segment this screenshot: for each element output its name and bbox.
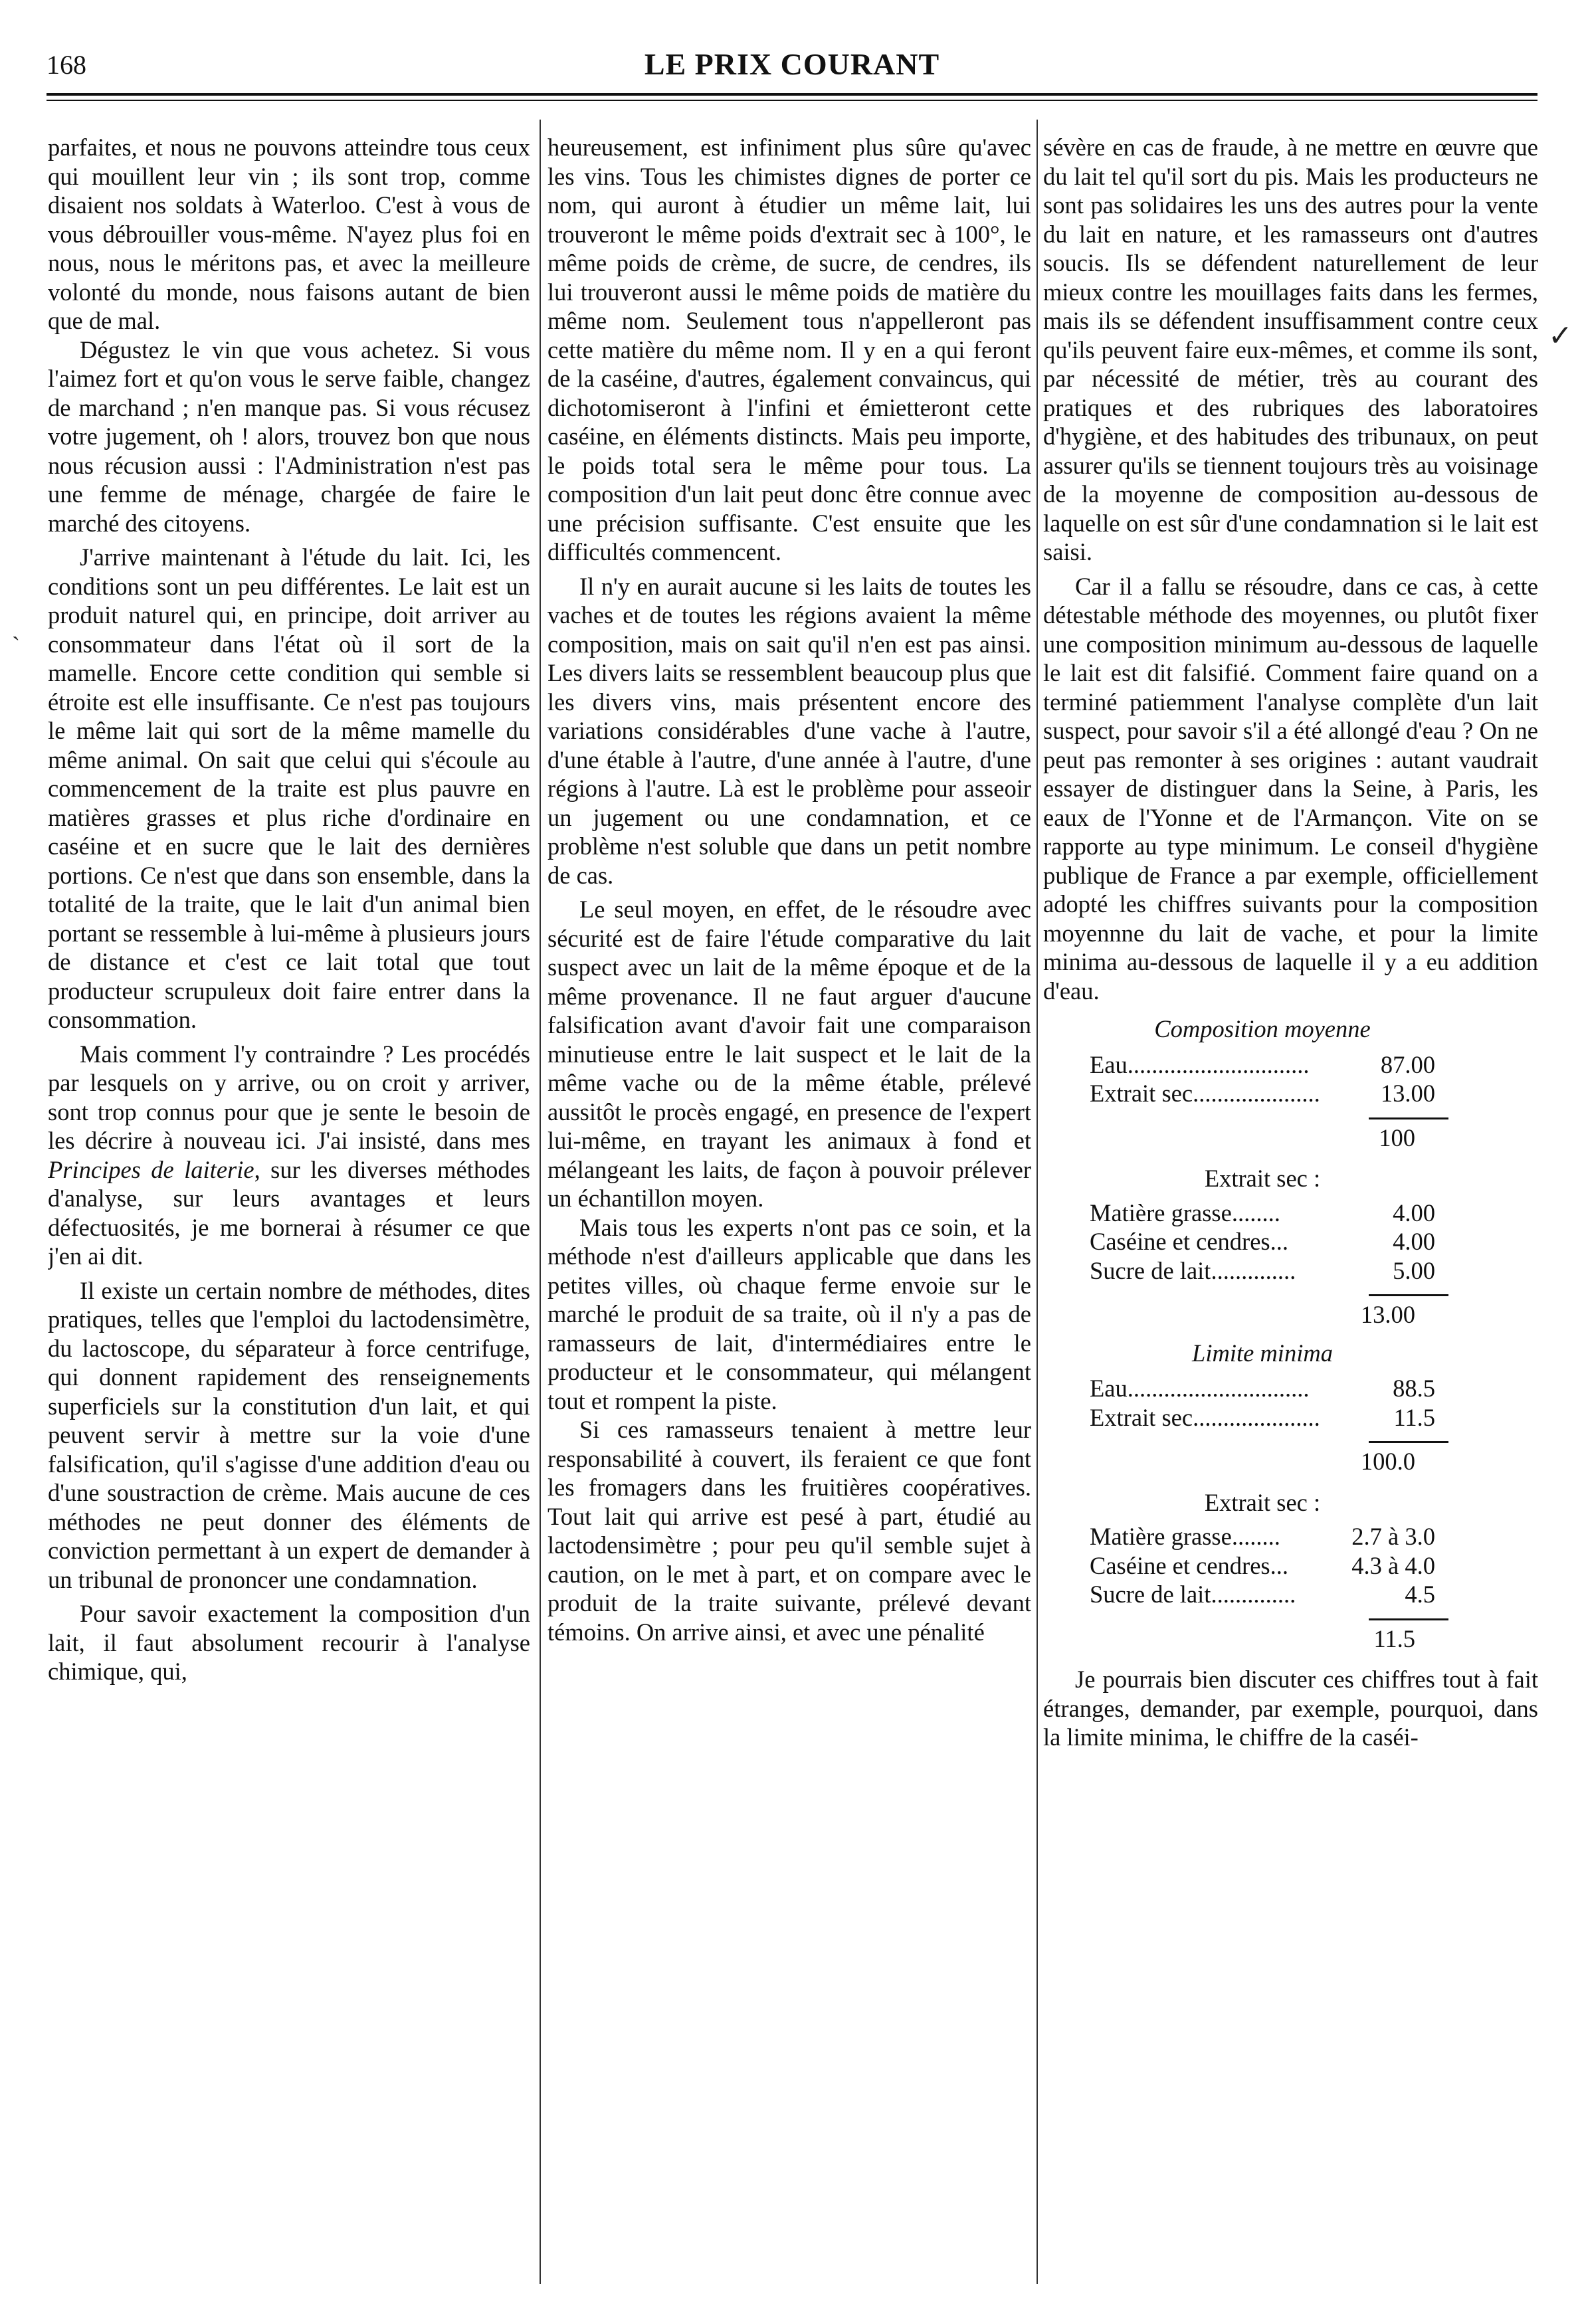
paragraph: Il n'y en aurait aucune si les laits de toutes les vaches et de toutes les régions avaient la même composition, mais on sait qu'il n'en est pas ainsi. Les divers laits se ressemblent beaucoup plus que les divers vins, mais présentent encore des variations considérables d'une vache à l'autre, d'une étable à l'autre, d'une année à l'autre, d'une régions à l'autre. Là est le problème pour asseoir un jugement ou une condamnation, et ce problème n'est soluble que dans un petit nombre de cas. <box>547 572 1031 889</box>
book-title: Principes de laiterie <box>48 1155 254 1183</box>
paragraph: sévère en cas de fraude, à ne mettre en œuvre que du lait tel qu'il sort du pis. Mais les producteurs ne sont pas solidaires les uns des autres pour la vente du lait en nature, et les ramasseurs ont d'autres soucis. Ils se défendent naturellement de leur mieux contre les mouillages faits dans les fermes, mais ils se défendent insuffisamment contre ceux qu'ils peuvent faire eux-mêmes, et comme ils sont, par nécessité de métier, très au courant des pratiques et des rubriques des laboratoires d'hygiène, et des habitudes des tribunaux, on peut assurer qu'ils se tiennent toujours très au voisinage de la moyenne de composition au-dessous de laquelle on est sûr d'une condamnation si le lait est saisi. <box>1043 134 1538 565</box>
column-1 <box>48 133 530 2284</box>
column-divider <box>540 120 541 2284</box>
text-run: , sur les diverses méthodes d'analyse, sur leurs avantages et leurs défectuosités, je me bornerai à résumer ce que j'en ai dit. <box>48 1155 530 1270</box>
row-label: Caséine et cendres... <box>1090 1228 1288 1255</box>
paragraph: Il existe un certain nombre de méthodes, dites pratiques, telles que l'emploi du lactodensimètre, du lactoscope, du séparateur à force centrifuge, qui donnent rapidement des renseignements superficiels sur la constitution d'un lait, et qui peuvent servir à mettre sur la voie d'une falsification, qu'il s'agisse d'une addition d'eau ou d'une soustraction de crème. Mais aucune de ces méthodes ne peut donner des éléments de conviction permettant à un expert de demander à un tribunal de prononcer une condamnation. <box>48 1276 530 1593</box>
table-row <box>1090 1374 1435 1403</box>
table-row <box>1090 1050 1435 1080</box>
paragraph: parfaites, et nous ne pouvons atteindre tous ceux qui mouillent leur vin ; ils sont trop, comme disaient nos soldats à Waterloo. C'est à vous de vous débrouiller vous-même. N'ayez plus foi en nous, nous le méritons pas, et avec la meilleure volonté du monde, nous faisons autant de bien que de mal. <box>48 134 530 334</box>
table-total: 11.5 <box>1373 1624 1415 1652</box>
row-value: 5.00 <box>1393 1256 1435 1284</box>
page-number: 168 <box>47 50 86 80</box>
paragraph: Le seul moyen, en effet, de le résoudre avec sécurité est de faire l'étude comparative du lait suspect avec un lait de la même époque et de la même provenance. Il ne faut arguer d'aucune falsification avant d'avoir fait une comparaison minutieuse entre le lait suspect et le lait de la même vache ou de la même étable, prélevé aussitôt le procès engagé, en presence de l'expert lui-même, en trayant les animaux à fond et mélangeant les laits, de façon à pouvoir prélever un échantillon moyen. <box>547 896 1031 1212</box>
column-divider <box>1037 120 1038 2284</box>
row-value: 4.3 à 4.0 <box>1351 1551 1435 1579</box>
paragraph: heureusement, est infiniment plus sûre qu'avec les vins. Tous les chimistes dignes de porter ce nom, qui auront à étudier un même lait, lui trouveront le même poids d'extrait sec à 100°, le même poids de crème, de sucre, de cendres, ils lui trouveront aussi le même poids de matière du même nom. Seulement tous n'appelleront pas cette matière du même nom. Il y en a qui feront de la caséine, d'autres, également convaincus, qui dichotomiseront à l'infini et émietteront cette caséine, en éléments distincts. Mais peu importe, le poids total sera le même pour tous. La composition d'un lait peut donc être connue avec une précision suffisante. C'est ensuite que les difficultés commencent. <box>547 134 1031 565</box>
column-3 <box>1043 133 1538 2284</box>
column-2 <box>547 133 1031 2284</box>
paragraph: Car il a fallu se résoudre, dans ce cas, à cette détestable méthode des moyennes, ou plutôt fixer une composition minimum au-dessous de laquelle le lait est dit falsifié. Comment faire quand on a terminé patiemment l'analyse complète d'un lait suspect, pour savoir s'il a été allongé d'eau ? On ne peut pas remonter à ses origines : autant vaudrait essayer de distinguer dans la Seine, à Paris, les eaux de l'Yonne et de l'Armançon. Vite on se rapporte au type minimum. Le conseil d'hygiène publique de France a par exemple, officiellement adopté les chiffres suivants pour la composition moyennne du lait de vache, et pour la limite minima au-dessous de laquelle il y a eu addition d'eau. <box>1043 572 1538 1005</box>
margin-tick-icon: ˋ <box>12 632 20 658</box>
row-value: 4.00 <box>1393 1228 1435 1255</box>
row-label: Caséine et cendres... <box>1090 1551 1288 1579</box>
sum-rule <box>1369 1117 1448 1119</box>
table-row <box>1090 1227 1435 1256</box>
paragraph: Si ces ramasseurs tenaient à mettre leur responsabilité à couvert, ils feraient ce que font les fromagers dans les fruitières coopératives. Tout lait qui arrive est pesé à part, étudié au lactodensimètre ; pour peu qu'il semble sujet à caution, on le met à part, et on compare avec le produit de la traite suivante, prélevé devant témoins. On arrive ainsi, et avec une pénalité <box>547 1416 1031 1646</box>
sum-rule <box>1369 1441 1448 1443</box>
table-subtitle: Extrait sec : <box>1204 1165 1321 1192</box>
row-label: Sucre de lait.............. <box>1090 1256 1296 1284</box>
table-row <box>1090 1551 1435 1581</box>
page-header <box>47 47 1537 86</box>
table-total: 100.0 <box>1360 1448 1415 1475</box>
sum-rule <box>1369 1294 1448 1296</box>
row-value: 2.7 à 3.0 <box>1351 1523 1435 1550</box>
table-row <box>1090 1199 1435 1228</box>
paragraph: Pour savoir exactement la composition d'un lait, il faut absolument recourir à l'analyse chimique, qui, <box>48 1600 530 1685</box>
table-row <box>1090 1079 1435 1108</box>
row-value: 87.00 <box>1380 1050 1435 1078</box>
row-label: Extrait sec..................... <box>1090 1403 1320 1431</box>
text-run: Mais comment l'y contraindre ? Les procédés par lesquels on y arrive, ou on croit y arriver, sont trop connus pour que je sente le besoin de les décrire à nouveau ici. J'ai insisté, dans mes <box>48 1040 530 1154</box>
header-rule <box>47 93 1537 96</box>
row-label: Sucre de lait.............. <box>1090 1581 1296 1608</box>
header-rule-thin <box>47 100 1537 101</box>
sum-rule <box>1369 1618 1448 1620</box>
paragraph: Je pourrais bien discuter ces chiffres tout à fait étranges, demander, par exemple, pourquoi, dans la limite minima, le chiffre de la caséi- <box>1043 1666 1538 1751</box>
table-total: 100 <box>1379 1123 1415 1151</box>
table-subtitle: Extrait sec : <box>1204 1488 1321 1516</box>
row-label: Extrait sec..................... <box>1090 1080 1320 1107</box>
row-value: 4.00 <box>1393 1199 1435 1226</box>
running-title: LE PRIX COURANT <box>644 47 940 81</box>
table-title: Limite minima <box>1192 1339 1333 1367</box>
row-value: 88.5 <box>1393 1375 1435 1402</box>
composition-table <box>1090 1015 1435 1653</box>
row-value: 4.5 <box>1405 1581 1435 1608</box>
row-label: Matière grasse........ <box>1090 1199 1280 1226</box>
table-title: Composition moyenne <box>1154 1015 1371 1042</box>
table-total: 13.00 <box>1360 1301 1415 1328</box>
paragraph <box>48 1040 530 1271</box>
table-row <box>1090 1522 1435 1551</box>
row-label: Eau.............................. <box>1090 1050 1310 1078</box>
table-row <box>1090 1580 1435 1609</box>
margin-check-icon: ✓ <box>1548 320 1573 352</box>
row-value: 11.5 <box>1393 1403 1435 1431</box>
paragraph: Mais tous les experts n'ont pas ce soin, et la méthode n'est d'ailleurs applicable que dans les petites villes, où chaque ferme envoie sur le marché le produit de sa traite, où il n'y a pas de ramasseurs de lait, d'intermédiaires entre le producteur et le consommateur, qui mélangent tout et rompent la piste. <box>547 1213 1031 1414</box>
row-label: Matière grasse........ <box>1090 1523 1280 1550</box>
row-label: Eau.............................. <box>1090 1375 1310 1402</box>
table-row <box>1090 1256 1435 1286</box>
row-value: 13.00 <box>1380 1080 1435 1107</box>
paragraph: Dégustez le vin que vous achetez. Si vous l'aimez fort et qu'on vous le serve faible, changez de marchand ; n'en manque pas. Si vous récusez votre jugement, oh ! alors, trouvez bon que nous nous récusion aussi : l'Administration n'est pas une femme de ménage, chargée de faire le marché des citoyens. <box>48 336 530 537</box>
paragraph: J'arrive maintenant à l'étude du lait. Ici, les conditions sont un peu différentes. Le lait est un produit naturel qui, en principe, doit arriver au consommateur dans l'état où il sort de la mamelle. Encore cette condition qui semble si étroite est elle insuffisante. Ce n'est pas toujours le même lait qui sort de la même mamelle du même animal. On sait que celui qui s'écoule au commencement de la traite est plus pauvre en matières grasses et plus riche d'ordinaire en caséine et en sucre que le lait des dernières portions. Ce n'est que dans son ensemble, dans la totalité de la traite, que le lait d'un animal bien portant se ressemble à lui-même à plusieurs jours de distance et c'est ce lait total que tout producteur scrupuleux doit faire entrer dans la consommation. <box>48 543 530 1033</box>
table-row <box>1090 1403 1435 1432</box>
